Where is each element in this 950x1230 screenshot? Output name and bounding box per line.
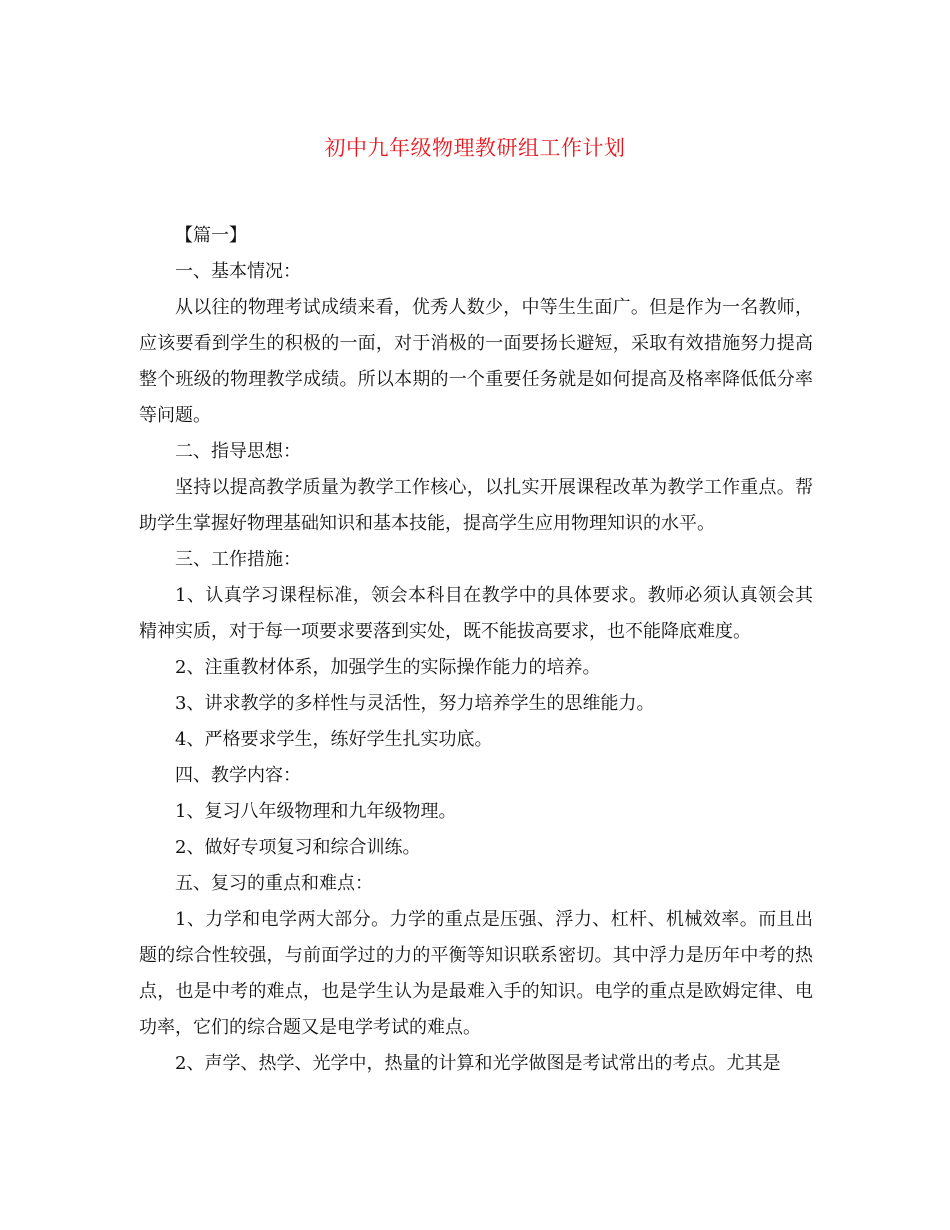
section-heading-key-points: 五、复习的重点和难点： (175, 873, 373, 894)
list-item: 1、复习八年级物理和九年级物理。 (175, 801, 457, 822)
page-title: 初中九年级物理教研组工作计划 (324, 136, 626, 160)
list-item: 2、做好专项复习和综合训练。 (175, 837, 421, 858)
section-heading-work-measures: 三、工作措施： (175, 549, 301, 570)
list-item: 3、讲求教学的多样性与灵活性，努力培养学生的思维能力。 (175, 693, 655, 714)
section-heading-basic-situation: 一、基本情况： (175, 261, 301, 282)
document-body (139, 218, 813, 1082)
section-heading-teaching-content: 四、教学内容： (175, 765, 301, 786)
list-item: 1、认真学习课程标准，领会本科目在教学中的具体要求。教师必须认真领会其精神实质，对于每一项要求要落到实处，既不能拔高要求，也不能降底难度。 (139, 585, 813, 642)
part-label: 【篇一】 (175, 225, 247, 246)
paragraph-basic-situation: 从以往的物理考试成绩来看，优秀人数少，中等生生面广。但是作为一名教师，应该要看到学生的积极的一面，对于消极的一面要扬长避短，采取有效措施努力提高整个班级的物理教学成绩。所以本期的一个重要任务就是如何提高及格率降低低分率等问题。 (139, 297, 813, 426)
list-item: 1、力学和电学两大部分。力学的重点是压强、浮力、杠杆、机械效率。而且出题的综合性较强，与前面学过的力的平衡等知识联系密切。其中浮力是历年中考的热点，也是中考的难点，也是学生认为是最难入手的知识。电学的重点是欧姆定律、电功率，它们的综合题又是电学考试的难点。 (139, 909, 813, 1038)
list-item: 2、注重教材体系，加强学生的实际操作能力的培养。 (175, 657, 601, 678)
list-item: 2、声学、热学、光学中，热量的计算和光学做图是考试常出的考点。尤其是 (175, 1053, 781, 1074)
paragraph-guiding-ideas: 坚持以提高教学质量为教学工作核心，以扎实开展课程改革为教学工作重点。帮助学生掌握好物理基础知识和基本技能，提高学生应用物理知识的水平。 (139, 477, 813, 534)
section-heading-guiding-ideas: 二、指导思想： (175, 441, 301, 462)
list-item: 4、严格要求学生，练好学生扎实功底。 (175, 729, 493, 750)
